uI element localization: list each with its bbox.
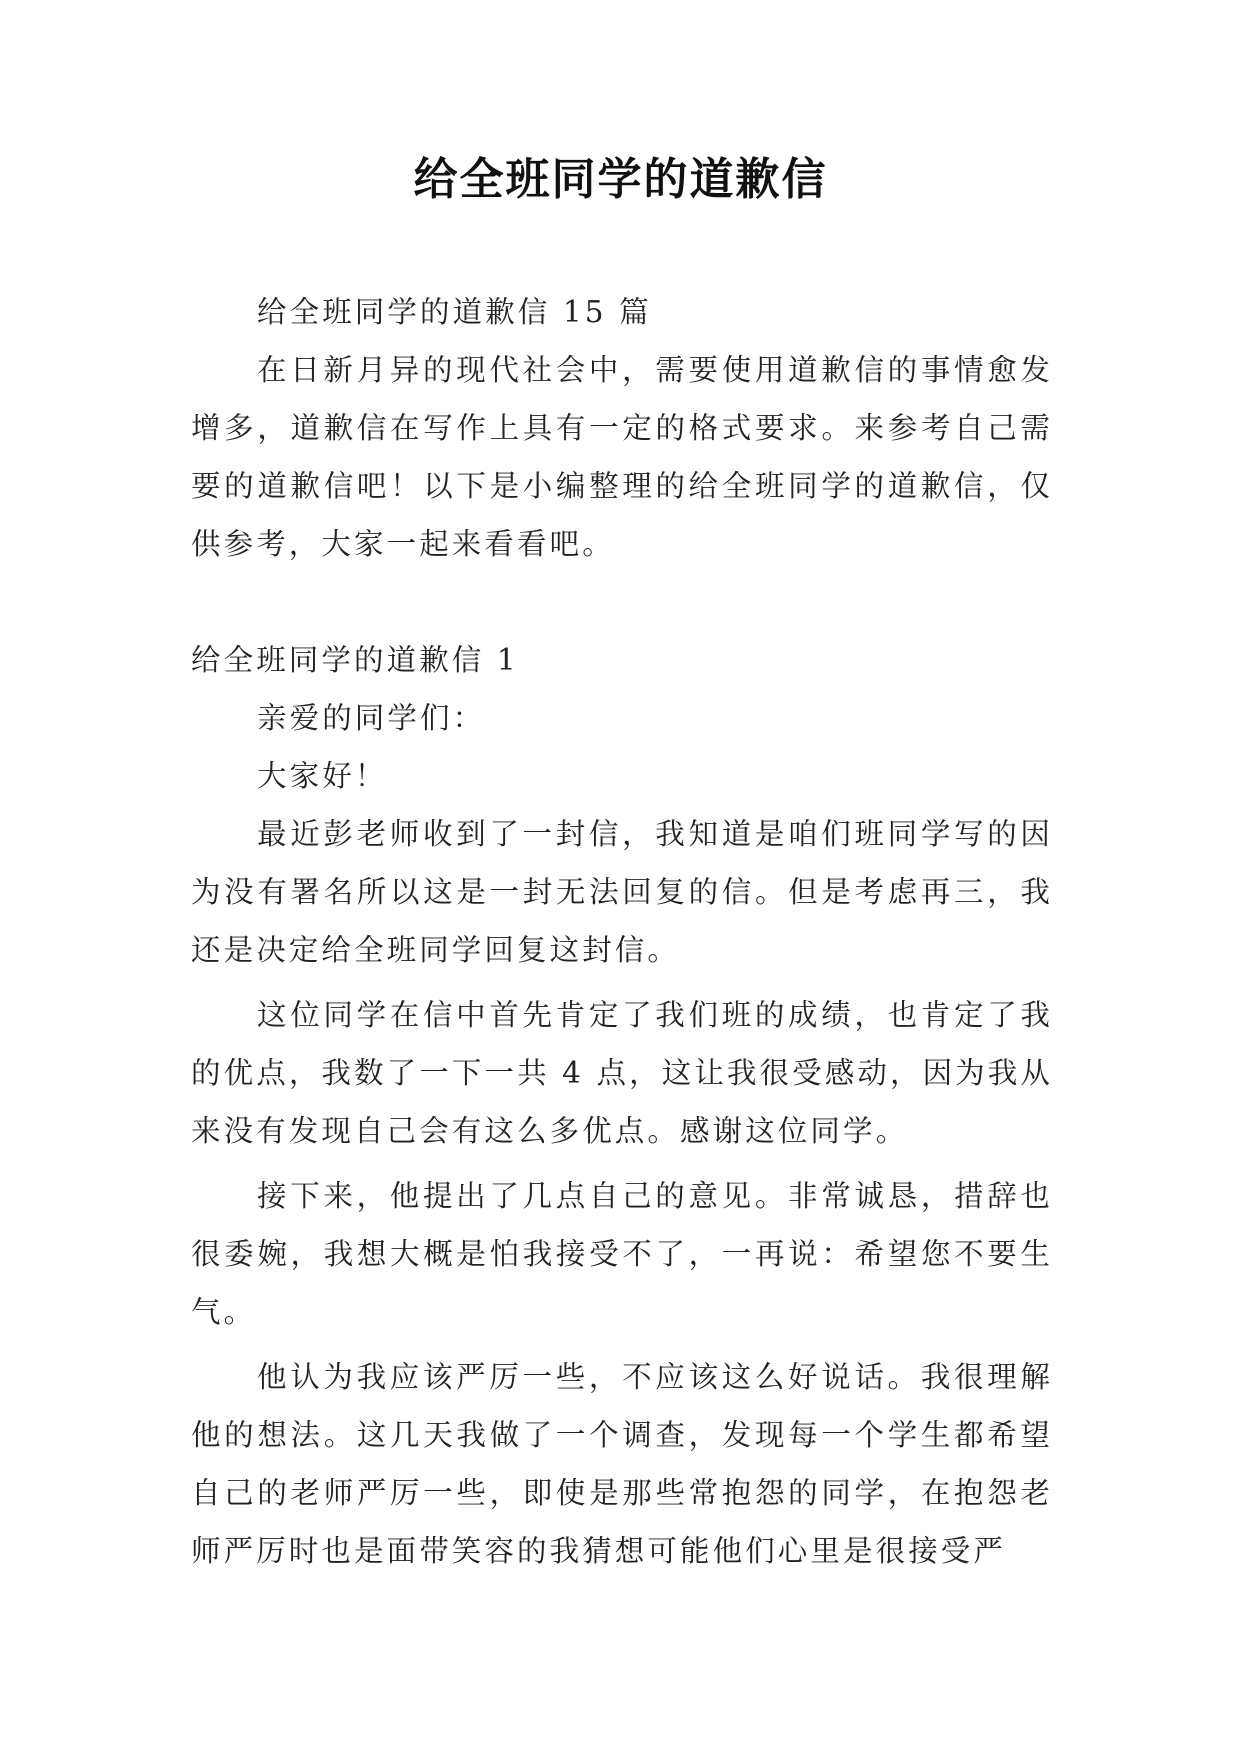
- letter-paragraph: 他认为我应该严厉一些，不应该这么好说话。我很理解他的想法。这几天我做了一个调查，发现每一个学生都希望自己的老师严厉一些，即使是那些常抱怨的同学，在抱怨老师严厉时也是面带笑容的我猜想可能他们心里是很接受严: [191, 1360, 1053, 1568]
- document-subtitle: 给全班同学的道歉信 15 篇: [257, 295, 652, 329]
- section-spacer: [191, 573, 1053, 631]
- paragraph-spacer: [191, 1341, 1053, 1348]
- document-body: [191, 283, 1053, 1580]
- letter-paragraph: 接下来，他提出了几点自己的意见。非常诚恳，措辞也很委婉，我想大概是怕我接受不了，一再说：希望您不要生气。: [191, 1179, 1053, 1329]
- paragraph-spacer: [191, 979, 1053, 986]
- letter-paragraph: 最近彭老师收到了一封信，我知道是咱们班同学写的因为没有署名所以这是一封无法回复的信。但是考虑再三，我还是决定给全班同学回复这封信。: [191, 817, 1053, 967]
- section-heading: 给全班同学的道歉信 1: [191, 643, 519, 677]
- letter-greeting: 大家好！: [257, 759, 388, 793]
- letter-salutation: 亲爱的同学们：: [257, 701, 486, 735]
- document-title: 给全班同学的道歉信: [413, 154, 828, 205]
- intro-paragraph: 在日新月异的现代社会中，需要使用道歉信的事情愈发增多，道歉信在写作上具有一定的格式要求。来参考自己需要的道歉信吧！以下是小编整理的给全班同学的道歉信，仅供参考，大家一起来看看吧。: [191, 353, 1053, 561]
- paragraph-spacer: [191, 1160, 1053, 1167]
- letter-paragraph: 这位同学在信中首先肯定了我们班的成绩，也肯定了我的优点，我数了一下一共 4 点，这让我很受感动，因为我从来没有发现自己会有这么多优点。感谢这位同学。: [191, 998, 1053, 1148]
